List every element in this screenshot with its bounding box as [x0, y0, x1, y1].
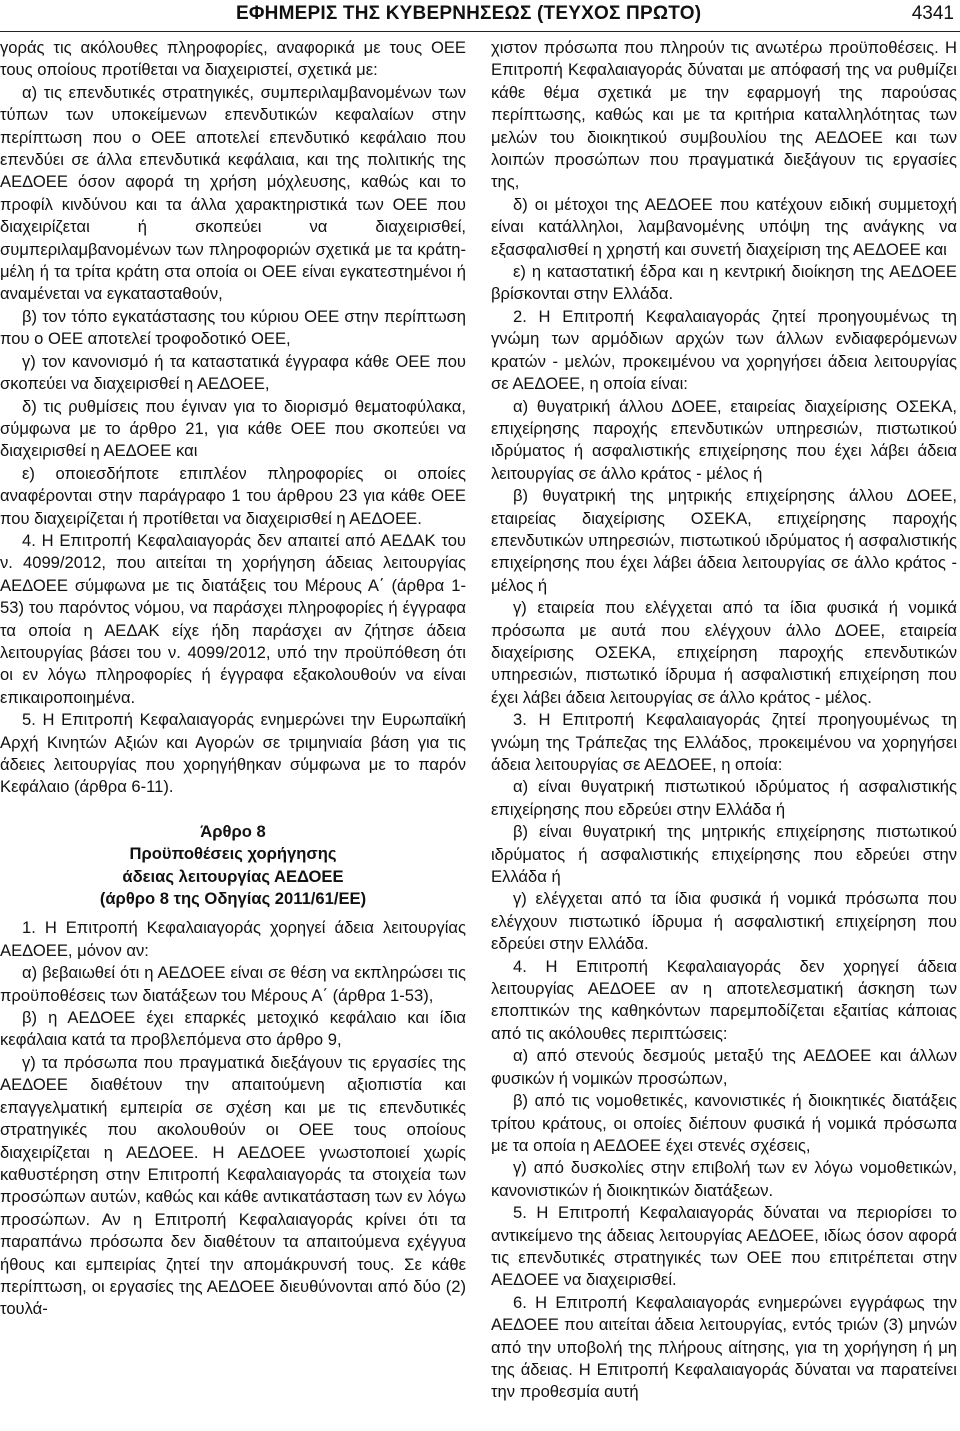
paragraph: 4. Η Επιτροπή Κεφαλαιαγοράς δεν απαιτεί από ΑΕΔΑΚ του ν. 4099/2012, που αιτείται τη χορήγηση άδειας λειτουργίας ΑΕΔΟΕΕ σύμφωνα με τις διατάξεις του Μέρους Α΄ (άρθρα 1-53) του παρόντος νόμου, να παράσχει πληροφορίες ή έγγραφα τα οποία η ΑΕΔΑΚ είχε ήδη παράσχει αν ζήτησε άδεια λειτουργίας βάσει του ν. 4099/2012, υπό την προϋπόθεση ότι οι εν λόγω πληροφορίες ή έγγραφα εξακολουθούν να είναι επικαιροποιημένα.: [0, 530, 466, 707]
paragraph: δ) τις ρυθμίσεις που έγιναν για το διορισμό θεματοφύλακα, σύμφωνα με το άρθρο 21, για κάθε ΟΕΕ που σκοπεύει να διαχειρισθεί η ΑΕΔΟΕΕ και: [0, 396, 466, 461]
paragraph: γ) τα πρόσωπα που πραγματικά διεξάγουν τις εργασίες της ΑΕΔΟΕΕ διαθέτουν την απαιτούμενη αξιοπιστία και επαγγελματική εμπειρία σε σχέση και με τις επενδυτικές στρατηγικές που ακολουθούν οι ΟΕΕ τους οποίους διαχειρίζεται η ΑΕΔΟΕΕ. Η ΑΕΔΟΕΕ γνωστοποιεί χωρίς καθυστέρηση στην Επιτροπή Κεφαλαιαγοράς τα στοιχεία των προσώπων αυτών, καθώς και κάθε αντικατάσταση των εν λόγω προσώπων. Αν η Επιτροπή Κεφαλαιαγοράς κρίνει ότι τα παραπάνω πρόσωπα δεν διαθέτουν τα απαιτούμενα εχέγγυα ήθους και εμπειρίας ζητεί την απομάκρυνσή τους. Σε κάθε περίπτωση, οι εργασίες της ΑΕΔΟΕΕ διευθύνονται από δύο (2) τουλά-: [0, 1052, 466, 1319]
paragraph: α) θυγατρική άλλου ΔΟΕΕ, εταιρείας διαχείρισης ΟΣΕΚΑ, επιχείρησης παροχής επενδυτικών υπηρεσιών, πιστωτικού ιδρύματος ή ασφαλιστικής επιχείρησης που έχει λάβει άδεια λειτουργίας σε άλλο κράτος - μέλος ή: [491, 396, 957, 483]
paragraph: ε) οποιεσδήποτε επιπλέον πληροφορίες οι οποίες αναφέρονται στην παράγραφο 1 του άρθρου 23 για κάθε ΟΕΕ που διαχειρίζεται ή προτίθεται να διαχειρισθεί η ΑΕΔΟΕΕ.: [0, 463, 466, 528]
paragraph: β) από τις νομοθετικές, κανονιστικές ή διοικητικές διατάξεις τρίτου κράτους, οι οποίες διέπουν φυσικά ή νομικά πρόσωπα με τα οποία η ΑΕΔΟΕΕ έχει στενές σχέσεις,: [491, 1091, 957, 1155]
paragraph: γ) τον κανονισμό ή τα καταστατικά έγγραφα κάθε ΟΕΕ που σκοπεύει να διαχειρισθεί η ΑΕΔΟΕΕ,: [0, 351, 466, 394]
paragraph: α) βεβαιωθεί ότι η ΑΕΔΟΕΕ είναι σε θέση να εκπληρώσει τις προϋποθέσεις των διατάξεων του Μέρους Α΄ (άρθρα 1-53),: [0, 963, 466, 1005]
paragraph: γοράς τις ακόλουθες πληροφορίες, αναφορικά με τους ΟΕΕ τους οποίους προτίθεται να διαχειριστεί, σχετικά με:: [0, 38, 466, 80]
paragraph: ε) η καταστατική έδρα και η κεντρική διοίκηση της ΑΕΔΟΕΕ βρίσκονται στην Ελλάδα.: [491, 262, 957, 304]
left-column: [0, 37, 466, 1321]
paragraph: γ) εταιρεία που ελέγχεται από τα ίδια φυσικά ή νομικά πρόσωπα με αυτά που ελέγχουν άλλο ΔΟΕΕ, εταιρεία διαχείρισης ΟΣΕΚΑ, επιχείρηση παροχής επενδυτικών υπηρεσιών, πιστωτικό ίδρυμα ή ασφαλιστική επιχείρηση που έχει λάβει άδεια λειτουργίας σε άλλο κράτος - μέλος.: [491, 598, 957, 707]
paragraph: 5. Η Επιτροπή Κεφαλαιαγοράς ενημερώνει την Ευρωπαϊκή Αρχή Κινητών Αξιών και Αγορών σε τριμηνιαία βάση για τις άδειες λειτουργίας που χορηγήθηκαν σύμφωνα με το παρόν Κεφάλαιο (άρθρα 6-11).: [0, 710, 466, 797]
paragraph: 6. Η Επιτροπή Κεφαλαιαγοράς ενημερώνει εγγράφως την ΑΕΔΟΕΕ που αιτείται άδεια λειτουργίας, εντός τριών (3) μηνών από την υποβολή της πλήρους αίτησης, για τη χορήγηση ή μη της άδειας. Η Επιτροπή Κεφαλαιαγοράς δύναται να παρατείνει την προθεσμία αυτή: [491, 1292, 957, 1402]
paragraph: β) η ΑΕΔΟΕΕ έχει επαρκές μετοχικό κεφάλαιο και ίδια κεφάλαια κατά τα προβλεπόμενα στο άρθρο 9,: [0, 1008, 466, 1050]
paragraph: 4. Η Επιτροπή Κεφαλαιαγοράς δεν χορηγεί άδεια λειτουργίας ΑΕΔΟΕΕ αν η αποτελεσματική άσκηση των εποπτικών της καθηκόντων παρεμποδίζεται εξαιτίας κάποιας από τις ακόλουθες περιπτώσεις:: [491, 956, 957, 1043]
paragraph: 5. Η Επιτροπή Κεφαλαιαγοράς δύναται να περιορίσει το αντικείμενο της άδειας λειτουργίας ΑΕΔΟΕΕ, ιδίως όσον αφορά τις επενδυτικές στρατηγικές των ΟΕΕ που επιτρέπεται στην ΑΕΔΟΕΕ να διαχειρισθεί.: [491, 1203, 957, 1290]
header-divider: [0, 31, 960, 32]
paragraph: γ) ελέγχεται από τα ίδια φυσικά ή νομικά πρόσωπα που ελέγχουν πιστωτικό ίδρυμα ή ασφαλιστική επιχείρηση που εδρεύει στην Ελλάδα.: [491, 889, 957, 954]
paragraph: β) τον τόπο εγκατάστασης του κύριου ΟΕΕ στην περίπτωση που ο ΟΕΕ αποτελεί τροφοδοτικό ΟΕΕ,: [0, 306, 466, 349]
article-title-line: άδειας λειτουργίας ΑΕΔΟΕΕ: [122, 866, 344, 886]
page-header: [0, 0, 960, 34]
gazette-title: ΕΦΗΜΕΡΙΣ ΤΗΣ ΚΥΒΕΡΝΗΣΕΩΣ (ΤΕΥΧΟΣ ΠΡΩΤΟ): [236, 3, 702, 24]
paragraph: α) από στενούς δεσμούς μεταξύ της ΑΕΔΟΕΕ και άλλων φυσικών ή νομικών προσώπων,: [491, 1046, 957, 1088]
paragraph: β) είναι θυγατρική της μητρικής επιχείρησης πιστωτικού ιδρύματος ή ασφαλιστικής επιχείρησης που εδρεύει στην Ελλάδα ή: [491, 822, 957, 887]
paragraph: β) θυγατρική της μητρικής επιχείρησης άλλου ΔΟΕΕ, εταιρείας διαχείρισης ΟΣΕΚΑ, επιχείρησης παροχής επενδυτικών υπηρεσιών, πιστωτικού ιδρύματος ή ασφαλιστικής επιχείρησης που έχει λάβει άδεια λειτουργίας σε άλλο κράτος - μέλος ή: [491, 486, 957, 595]
paragraph: 2. Η Επιτροπή Κεφαλαιαγοράς ζητεί προηγουμένως τη γνώμη των αρμόδιων αρχών των άλλων ενδιαφερόμενων κρατών - μελών, προκειμένου να χορηγήσει άδεια λειτουργίας σε ΑΕΔΟΕΕ, η οποία είναι:: [491, 306, 957, 394]
page-number: 4341: [911, 3, 954, 24]
paragraph: δ) οι μέτοχοι της ΑΕΔΟΕΕ που κατέχουν ειδική συμμετοχή είναι κατάλληλοι, λαμβανομένης υπόψη της ανάγκης να εξασφαλισθεί η χρηστή και συνετή διαχείριση της ΑΕΔΟΕΕ και: [491, 194, 957, 259]
paragraph: 1. Η Επιτροπή Κεφαλαιαγοράς χορηγεί άδεια λειτουργίας ΑΕΔΟΕΕ, μόνον αν:: [0, 918, 466, 960]
article-title-line: Προϋποθέσεις χορήγησης: [129, 844, 337, 864]
paragraph: α) είναι θυγατρική πιστωτικού ιδρύματος ή ασφαλιστικής επιχείρησης που εδρεύει στην Ελλάδα ή: [491, 777, 957, 819]
article-number: Άρθρο 8: [200, 821, 266, 841]
article-directive-reference: (άρθρο 8 της Οδηγίας 2011/61/ΕΕ): [99, 889, 367, 909]
article-heading: [0, 821, 466, 911]
paragraph: α) τις επενδυτικές στρατηγικές, συμπεριλαμβανομένων των τύπων των υποκείμενων επενδυτικών κεφαλαίων στην περίπτωση που ο ΟΕΕ αποτελεί επενδυτικό κεφάλαιο που επενδύει σε άλλα επενδυτικά κεφάλαια, και της πολιτικής της ΑΕΔΟΕΕ όσον αφορά τη χρήση μόχλευσης, καθώς και το προφίλ κινδύνου και τα άλλα χαρακτηριστικά των ΟΕΕ που διαχειρίζεται ή σκοπεύει να διαχειρισθεί, συμπεριλαμβανομένων των πληροφοριών σχετικά με τα κράτη-μέλη ή τα τρίτα κράτη στα οποία οι ΟΕΕ είναι εγκατεστημένοι ή αναμένεται να εγκατασταθούν,: [0, 82, 466, 304]
paragraph: 3. Η Επιτροπή Κεφαλαιαγοράς ζητεί προηγουμένως τη γνώμη της Τράπεζας της Ελλάδος, προκειμένου να χορηγήσει άδεια λειτουργίας σε ΑΕΔΟΕΕ, η οποία:: [491, 710, 957, 774]
paragraph: χιστον πρόσωπα που πληρούν τις ανωτέρω προϋποθέσεις. Η Επιτροπή Κεφαλαιαγοράς δύναται με απόφασή της να ρυθμίζει κάθε θέμα σχετικά με την εφαρμογή της παρούσας περίπτωσης, καθώς και με τα κριτήρια καταλληλότητας των μελών του διοικητικού συμβουλίου της ΑΕΔΟΕΕ και των λοιπών προσώπων που πραγματικά διεξάγουν τις εργασίες της,: [491, 38, 957, 192]
right-column: [491, 37, 957, 1404]
paragraph: γ) από δυσκολίες στην επιβολή των εν λόγω νομοθετικών, κανονιστικών ή διοικητικών διατάξεων.: [491, 1158, 957, 1200]
